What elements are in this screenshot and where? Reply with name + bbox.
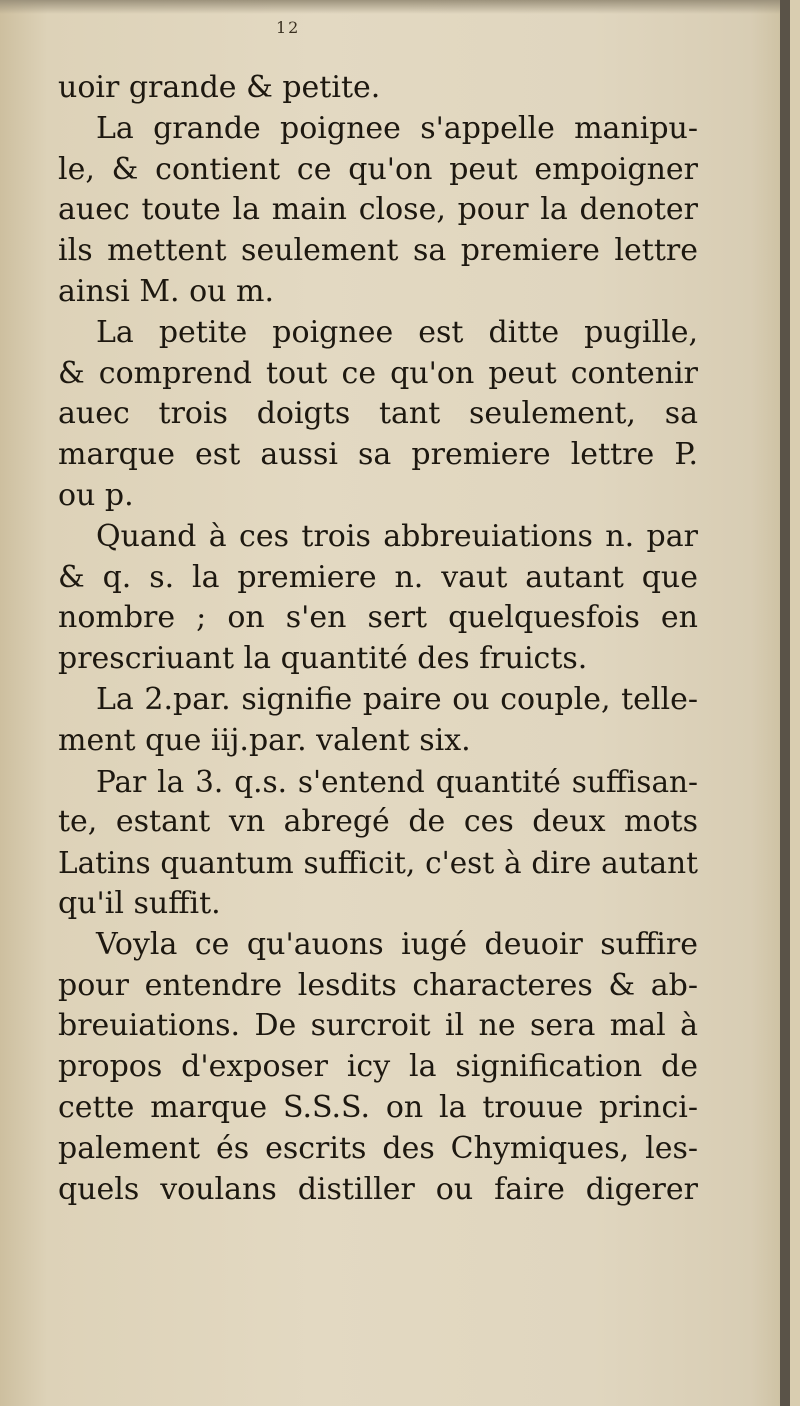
text-line: auec trois doigts tant seulement, sa [58, 396, 698, 432]
text-line: & comprend tout ce qu'on peut contenir [58, 355, 698, 391]
text-line: ou p. [58, 477, 134, 513]
text-line: qu'il suffit. [58, 885, 221, 921]
text-line: ainsi M. ou m. [58, 273, 275, 309]
text-line: La 2.par. signifie paire ou couple, telle- [96, 681, 698, 717]
text-line: La grande poignee s'appelle manipu- [96, 110, 698, 146]
body-text [58, 68, 698, 1210]
text-line: Latins quantum sufficit, c'est à dire autant [58, 846, 698, 881]
text-line: marque est aussi sa premiere lettre P. [58, 437, 698, 473]
text-line: le, & contient ce qu'on peut empoigner [58, 151, 698, 187]
text-line: nombre ; on s'en sert quelquesfois en [58, 600, 698, 636]
text-line: & q. s. la premiere n. vaut autant que [58, 559, 698, 595]
text-line: palement és escrits des Chymiques, les- [58, 1130, 698, 1166]
text-line: uoir grande & petite. [58, 70, 381, 105]
text-line: Voyla ce qu'auons iugé deuoir suffire [96, 926, 698, 962]
text-line: ils mettent seulement sa premiere lettre [58, 233, 698, 269]
text-line: Quand à ces trois abbreuiations n. par [96, 518, 698, 554]
text-line: breuiations. De surcroit il ne sera mal à [58, 1008, 698, 1044]
page-number: 12 [276, 18, 301, 37]
text-line: te, estant vn abregé de ces deux mots [58, 804, 698, 840]
text-line: auec toute la main close, pour la denoter [58, 192, 698, 228]
text-line: ment que iij.par. valent six. [58, 722, 471, 758]
text-line: Par la 3. q.s. s'entend quantité suffisan- [96, 764, 698, 799]
text-line: cette marque S.S.S. on la trouue princi- [58, 1089, 698, 1125]
text-line: quels voulans distiller ou faire digerer [58, 1171, 698, 1207]
text-line: pour entendre lesdits characteres & ab- [58, 967, 698, 1003]
page-top-edge [0, 0, 790, 14]
text-line: La petite poignee est ditte pugille, [96, 314, 698, 350]
text-line: prescriuant la quantité des fruicts. [58, 641, 588, 677]
text-line: propos d'exposer icy la signification de [58, 1049, 698, 1085]
